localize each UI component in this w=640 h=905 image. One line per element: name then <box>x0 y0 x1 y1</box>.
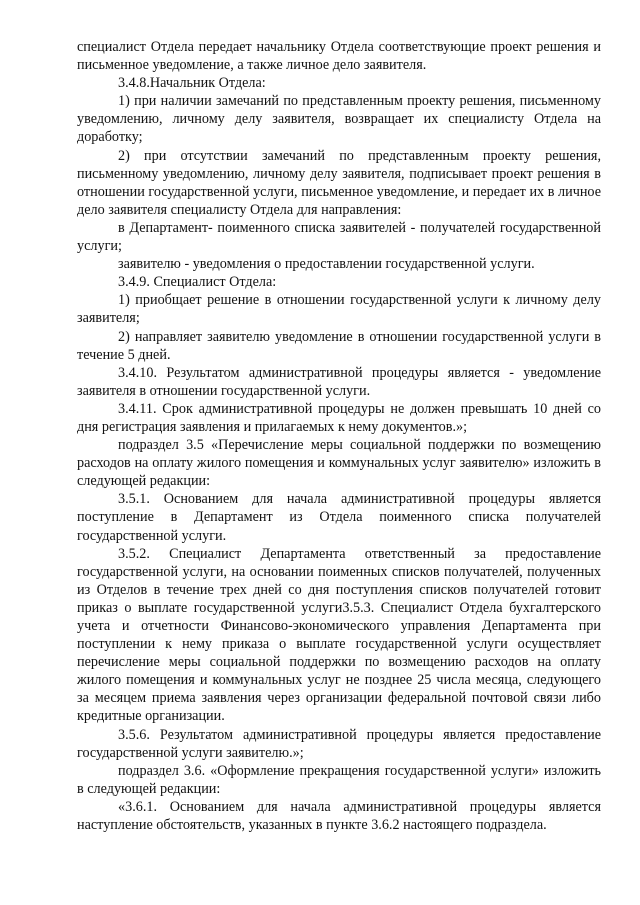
paragraph-3-5-6: 3.5.6. Результатом административной процедуры является предоставление государственной услуги заявителю.»; <box>77 726 601 761</box>
paragraph-to-department: в Департамент- поименного списка заявителей - получателей государственной услуги; <box>77 219 601 255</box>
paragraph-3-4-11: 3.4.11. Срок административной процедуры не должен превышать 10 дней со дня регистрация заявления и прилагаемых к нему документов.»; <box>77 400 601 435</box>
paragraph-3-4-8-item-2: 2) при отсутствии замечаний по представленным проекту решения, письменному уведомлению, личному делу заявителя, подписывает проект решения в отношении государственной услуги, письменное уведомление, и передает их в личное дело заявителя специалисту Отдела для направления: <box>77 147 601 218</box>
paragraph-3-4-9-heading: 3.4.9. Специалист Отдела: <box>118 274 277 291</box>
paragraph-3-5-2: 3.5.2. Специалист Департамента ответственный за предоставление государственной услуги, на основании поименных списков получателей, полученных из Отделов в течение трех дней со дня поступления списков получателей готовит приказ о выплате государственной услуги3.5.3. Специалист Отдела бухгалтерского учета и отчетности Финансово-экономического управления Департамента при поступлении к нему приказа о выплате государственной услуги осуществляет перечисление меры социальной поддержки по возмещению расходов на оплату жилого помещения и коммунальных услуг не позднее 25 числа месяца, следующего за месяцем приема заявления через организации федеральной почтовой связи либо кредитные организации. <box>77 545 601 725</box>
document-page <box>77 38 601 834</box>
paragraph-3-4-9-item-1: 1) приобщает решение в отношении государственной услуги к личному делу заявителя; <box>77 292 601 327</box>
paragraph-to-applicant: заявителю - уведомления о предоставлении государственной услуги. <box>118 256 535 273</box>
paragraph-3-4-9-item-2: 2) направляет заявителю уведомление в отношении государственной услуги в течение 5 дней. <box>77 328 601 363</box>
paragraph-3-4-8-heading: 3.4.8.Начальник Отдела: <box>118 75 266 92</box>
paragraph-subsection-3-5: подраздел 3.5 «Перечисление меры социальной поддержки по возмещению расходов на оплату жилого помещения и коммунальных услуг заявителю» изложить в следующей редакции: <box>77 437 601 490</box>
paragraph-3-5-1: 3.5.1. Основанием для начала административной процедуры является поступление в Департамент из Отдела поименного списка получателей государственной услуги. <box>77 491 601 544</box>
paragraph-3-6-1: «3.6.1. Основанием для начала административной процедуры является наступление обстоятельств, указанных в пункте 3.6.2 настоящего подраздела. <box>77 798 601 834</box>
paragraph-3-4-8-item-1: 1) при наличии замечаний по представленным проекту решения, письменному уведомлению, личному делу заявителя, возвращает их специалисту Отдела на доработку; <box>77 93 601 146</box>
paragraph-handover: специалист Отдела передает начальнику Отдела соответствующие проект решения и письменное уведомление, а также личное дело заявителя. <box>77 39 601 74</box>
paragraph-subsection-3-6: подраздел 3.6. «Оформление прекращения государственной услуги» изложить в следующей редакции: <box>77 762 601 797</box>
paragraph-3-4-10: 3.4.10. Результатом административной процедуры является - уведомление заявителя в отношении государственной услуги. <box>77 364 601 399</box>
